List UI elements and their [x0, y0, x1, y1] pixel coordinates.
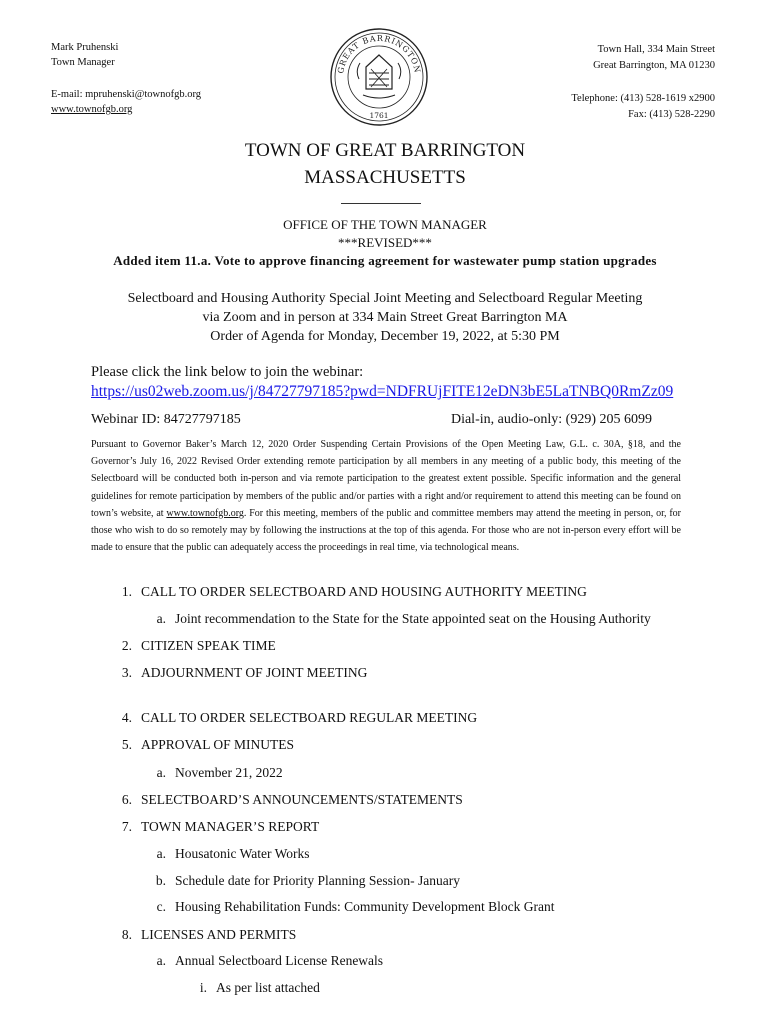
agenda-subitem: a. Annual Selectboard License Renewals	[156, 953, 384, 968]
town-seal	[329, 27, 429, 127]
webinar-link[interactable]: https://us02web.zoom.us/j/84727797185?pwd=NDFRUjFITE12eDN3bE5LaTNBQ0RmZz09	[91, 383, 674, 400]
fax: Fax: (413) 528-2290	[628, 109, 715, 120]
website-link[interactable]: www.townofgb.org	[51, 104, 133, 115]
meeting-line-2: via Zoom and in person at 334 Main Street Great Barrington MA	[202, 310, 568, 325]
telephone: Telephone: (413) 528-1619 x2900	[571, 93, 715, 104]
agenda-item-6: 6. SELECTBOARD’S ANNOUNCEMENTS/STATEMENTS	[121, 792, 463, 807]
meeting-line-3: Order of Agenda for Monday, December 19, 2022, at 5:30 PM	[210, 329, 560, 344]
agenda-item-1: 1. CALL TO ORDER SELECTBOARD AND HOUSING AUTHORITY MEETING	[121, 584, 587, 599]
agenda-item-3: 3. ADJOURNMENT OF JOINT MEETING	[121, 665, 368, 680]
revised-label: ***REVISED***	[338, 235, 432, 250]
header-contact-right	[571, 42, 715, 123]
seal-text: GREAT BARRINGTON	[336, 33, 422, 75]
address-line-1: Town Hall, 334 Main Street	[597, 44, 715, 55]
agenda-subitem: a. November 21, 2022	[156, 765, 283, 780]
agenda-subsubitem: i. As per list attached	[199, 980, 320, 995]
meeting-info	[0, 289, 770, 346]
agenda-subitem: c. Housing Rehabilitation Funds: Community Development Block Grant	[156, 899, 555, 914]
agenda-subitem: b. Schedule date for Priority Planning Session- January	[155, 873, 460, 888]
address-line-2: Great Barrington, MA 01230	[593, 60, 715, 71]
manager-name: Mark Pruhenski	[51, 42, 119, 53]
agenda-item-8: 8. LICENSES AND PERMITS	[121, 927, 297, 942]
agenda-item-5: 5. APPROVAL OF MINUTES	[121, 737, 295, 752]
notice-website-link[interactable]: www.townofgb.org	[166, 507, 244, 519]
manager-email: E-mail: mpruhenski@townofgb.org	[51, 89, 202, 100]
agenda-item-7: 7. TOWN MANAGER’S REPORT	[121, 819, 320, 834]
state-title: MASSACHUSETTS	[304, 167, 466, 188]
added-item-note: Added item 11.a. Vote to approve financing agreement for wastewater pump station upgrades	[113, 253, 657, 268]
agenda-item-4: 4. CALL TO ORDER SELECTBOARD REGULAR MEETING	[121, 710, 478, 725]
remote-participation-notice	[91, 436, 681, 556]
title-divider	[341, 203, 421, 204]
town-title: TOWN OF GREAT BARRINGTON	[244, 140, 526, 161]
header-contact-left	[51, 40, 201, 117]
agenda-subitem: a. Joint recommendation to the State for the State appointed seat on the Housing Authority	[156, 611, 651, 626]
office-heading: OFFICE OF THE TOWN MANAGER	[283, 217, 487, 232]
notice-text-1: Pursuant to Governor Baker’s March 12, 2020 Order Suspending Certain Provisions of the Open Meeting Law, G.L. c. 30A, §18, and the Governor’s July 16, 2022 Revised Order extending remote participation by all members in any meeting of a public body, this meeting of the Selectboard will be conducted both in-person and via remote participation to the greatest extent possible. Specific information and the general guidelines for remote participation by members of the public and/or parties with a right and/or requirement to attend this meeting can be found on town’s website, at	[91, 439, 681, 519]
meeting-line-1: Selectboard and Housing Authority Special Joint Meeting and Selectboard Regular Meeting	[127, 291, 643, 306]
manager-title: Town Manager	[51, 57, 115, 68]
agenda-item-2: 2. CITIZEN SPEAK TIME	[121, 638, 276, 653]
agenda-subitem: a. Housatonic Water Works	[156, 846, 310, 861]
notice-text-2: . For this meeting, members of the public and committee members may attend the meeting in person, or, for those who wish to do so remotely may by following the instructions at the top of this agenda. For those who are not in-person every effort will be made to ensure that the public can adequately access the proceedings in real time, via technological means.	[91, 507, 681, 554]
dial-in-number: Dial-in, audio-only: (929) 205 6099	[450, 412, 652, 427]
webinar-prompt: Please click the link below to join the webinar:	[91, 364, 364, 380]
webinar-id: Webinar ID: 84727797185	[91, 412, 241, 427]
seal-year: 1761	[369, 111, 389, 120]
